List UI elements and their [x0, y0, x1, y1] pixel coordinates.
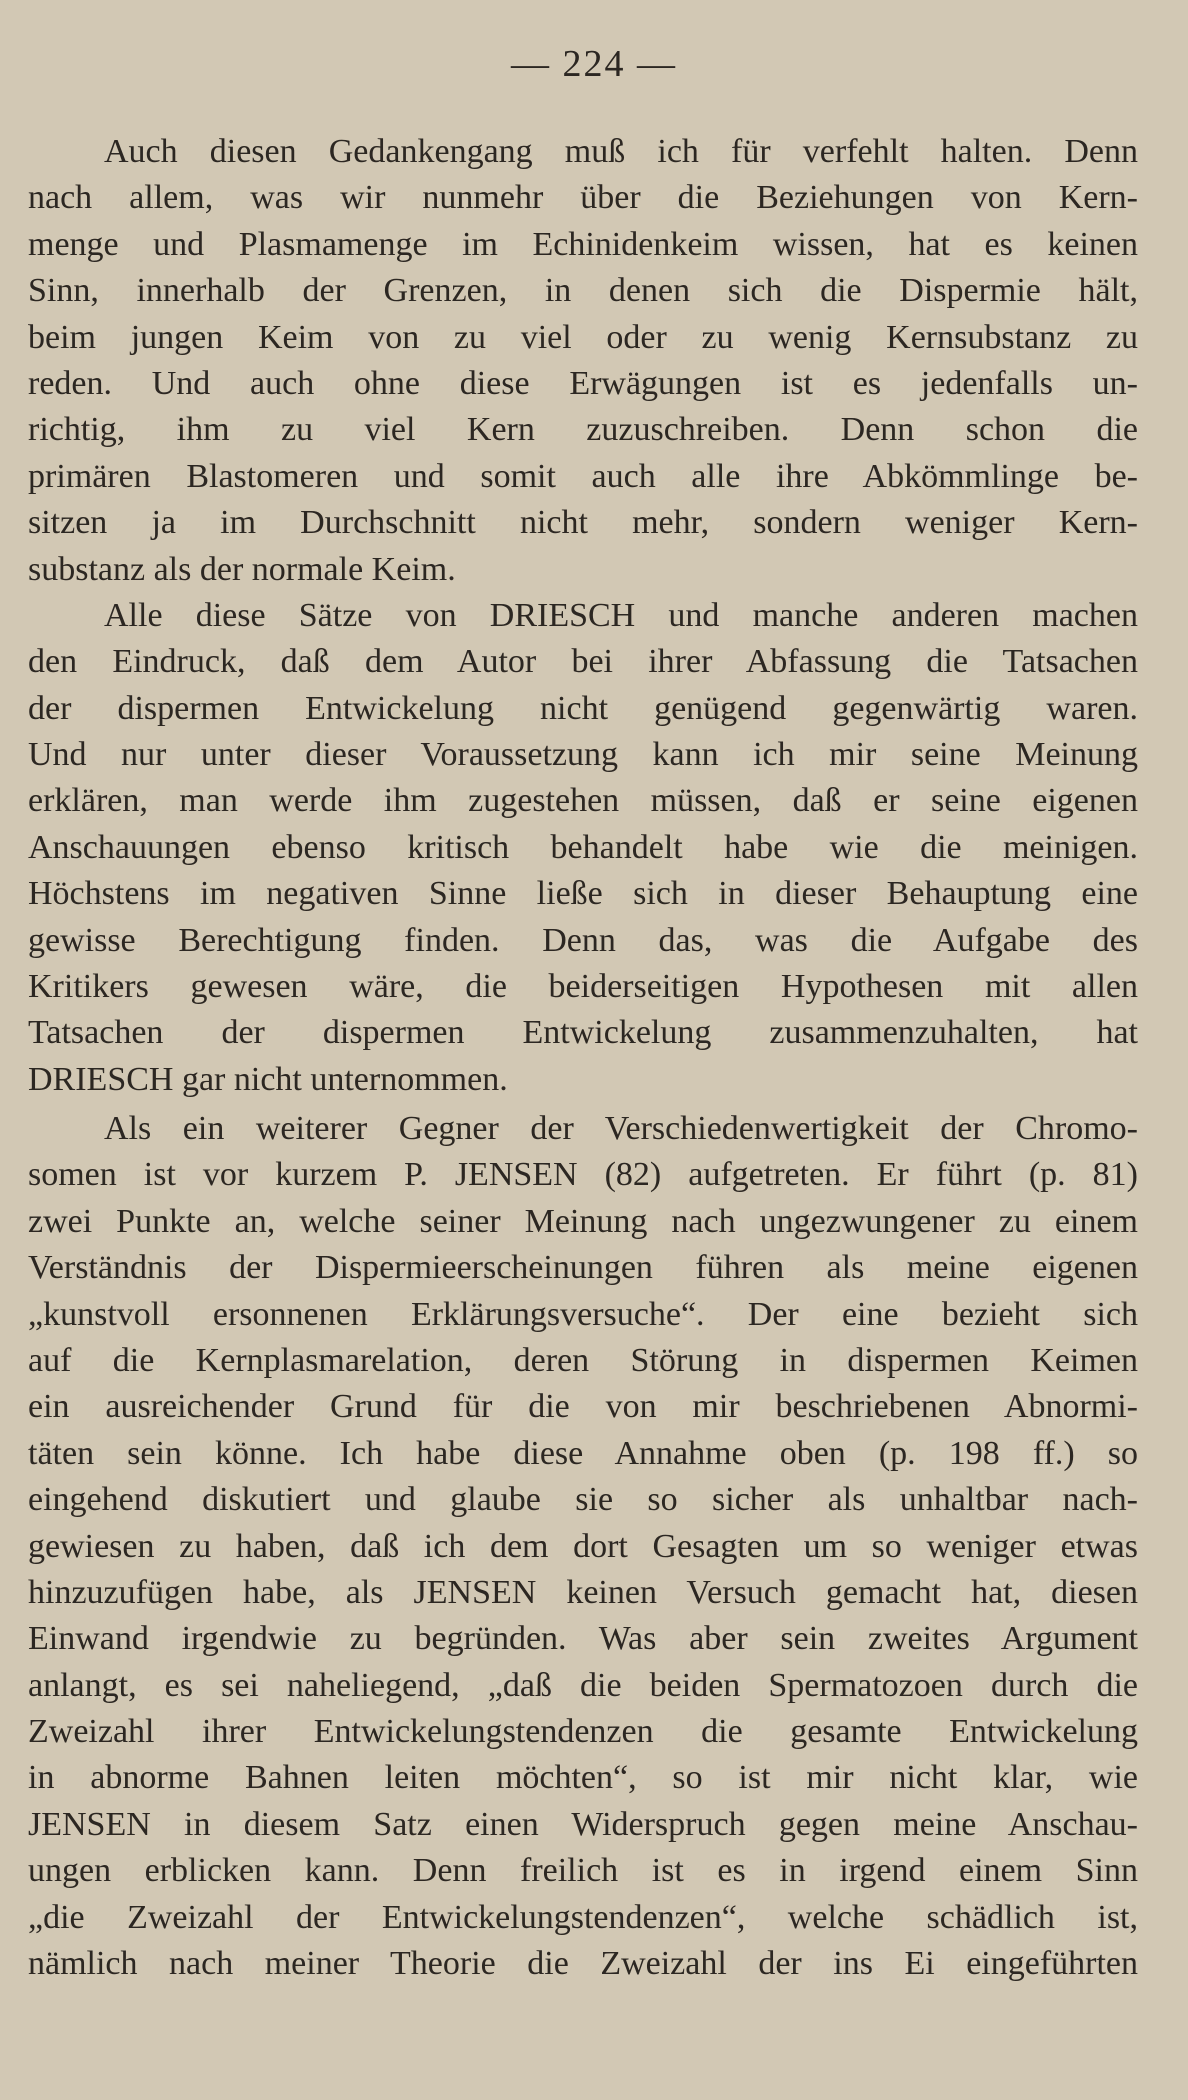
text-line: zwei Punkte an, welche seiner Meinung nach ungezwungener zu einem	[28, 1202, 1138, 1240]
text-block-upper	[28, 129, 1138, 1103]
text-line: erklären, man werde ihm zugestehen müssen, daß er seine eigenen	[28, 782, 1138, 820]
text-line: gewisse Berechtigung finden. Denn das, was die Aufgabe des	[28, 921, 1138, 959]
text-line: hinzuzufügen habe, als JENSEN keinen Versuch gemacht hat, diesen	[28, 1573, 1138, 1611]
text-line: auf die Kernplasmarelation, deren Störung in dispermen Keimen	[28, 1341, 1138, 1379]
text-line: Einwand irgendwie zu begründen. Was aber sein zweites Argument	[28, 1620, 1138, 1658]
text-line: Verständnis der Dispermieerscheinungen führen als meine eigenen	[28, 1249, 1138, 1287]
text-line: nämlich nach meiner Theorie die Zweizahl der ins Ei eingeführten	[28, 1945, 1138, 1983]
text-line: DRIESCH gar nicht unternommen.	[28, 1060, 508, 1098]
text-line: sitzen ja im Durchschnitt nicht mehr, sondern weniger Kern-	[28, 504, 1138, 542]
paragraph-3	[28, 1106, 1138, 1987]
text-line: Tatsachen der dispermen Entwickelung zusammenzuhalten, hat	[28, 1014, 1138, 1052]
text-line: Als ein weiterer Gegner der Verschiedenwertigkeit der Chromo-	[104, 1110, 1138, 1147]
text-line: somen ist vor kurzem P. JENSEN (82) aufgetreten. Er führt (p. 81)	[28, 1156, 1138, 1194]
text-line: Zweizahl ihrer Entwickelungstendenzen die gesamte Entwickelung	[28, 1713, 1138, 1751]
page-number: — 224 —	[511, 43, 677, 85]
text-line: den Eindruck, daß dem Autor bei ihrer Abfassung die Tatsachen	[28, 643, 1138, 681]
paragraph-2	[28, 593, 1138, 1103]
text-line: richtig, ihm zu viel Kern zuzuschreiben. Denn schon die	[28, 411, 1138, 449]
text-line: Kritikers gewesen wäre, die beiderseitigen Hypothesen mit allen	[28, 968, 1138, 1006]
text-line: nach allem, was wir nunmehr über die Beziehungen von Kern-	[28, 179, 1138, 217]
text-line: menge und Plasmamenge im Echinidenkeim wissen, hat es keinen	[28, 225, 1138, 263]
text-line: gewiesen zu haben, daß ich dem dort Gesagten um so weniger etwas	[28, 1527, 1138, 1565]
text-line: substanz als der normale Keim.	[28, 550, 456, 588]
text-line: „kunstvoll ersonnenen Erklärungsversuche“. Der eine bezieht sich	[28, 1295, 1138, 1333]
text-line: in abnorme Bahnen leiten möchten“, so ist mir nicht klar, wie	[28, 1759, 1138, 1797]
text-line: JENSEN in diesem Satz einen Widerspruch gegen meine Anschau-	[28, 1805, 1138, 1843]
text-line: beim jungen Keim von zu viel oder zu wenig Kernsubstanz zu	[28, 318, 1138, 356]
text-line: ungen erblicken kann. Denn freilich ist es in irgend einem Sinn	[28, 1852, 1138, 1890]
text-line: täten sein könne. Ich habe diese Annahme oben (p. 198 ff.) so	[28, 1434, 1138, 1472]
text-line: Und nur unter dieser Voraussetzung kann ich mir seine Meinung	[28, 736, 1138, 774]
text-line: „die Zweizahl der Entwickelungstendenzen“, welche schädlich ist,	[28, 1898, 1138, 1936]
text-line: Auch diesen Gedankengang muß ich für verfehlt halten. Denn	[104, 133, 1138, 170]
text-line: reden. Und auch ohne diese Erwägungen ist es jedenfalls un-	[28, 364, 1138, 402]
text-line: Sinn, innerhalb der Grenzen, in denen sich die Dispermie hält,	[28, 272, 1138, 310]
text-line: Anschauungen ebenso kritisch behandelt habe wie die meinigen.	[28, 828, 1138, 866]
paragraph-1	[28, 129, 1138, 593]
text-block-lower	[28, 1106, 1138, 1987]
text-line: primären Blastomeren und somit auch alle ihre Abkömmlinge be-	[28, 457, 1138, 495]
text-line: der dispermen Entwickelung nicht genügend gegenwärtig waren.	[28, 689, 1138, 727]
text-line: Höchstens im negativen Sinne ließe sich in dieser Behauptung eine	[28, 875, 1138, 913]
text-line: anlangt, es sei naheliegend, „daß die beiden Spermatozoen durch die	[28, 1666, 1138, 1704]
text-line: ein ausreichender Grund für die von mir beschriebenen Abnormi-	[28, 1388, 1138, 1426]
text-line: Alle diese Sätze von DRIESCH und manche anderen machen	[104, 596, 1138, 634]
text-line: eingehend diskutiert und glaube sie so sicher als unhaltbar nach-	[28, 1481, 1138, 1519]
